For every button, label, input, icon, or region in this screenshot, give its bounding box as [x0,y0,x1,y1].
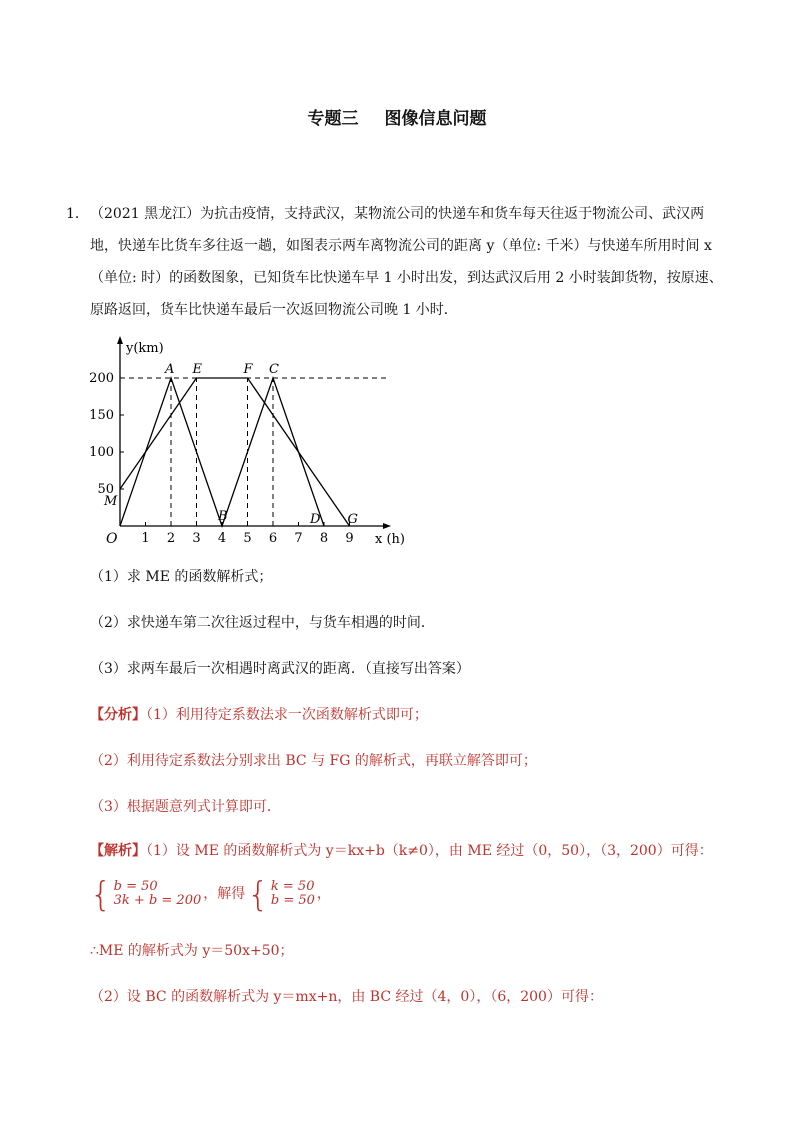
series-line-0 [120,378,324,526]
page-title [0,104,794,129]
system-2-eq-2: b = 50 [270,893,315,908]
sub-question-3: （3）求两车最后一次相遇时离武汉的距离．（直接写出答案） [90,661,470,677]
distance-time-chart [89,334,424,554]
left-brace-2: { [247,875,269,915]
point-label-B: B [218,509,228,524]
sub-question-2: （2）求快递车第二次往返过程中，与货车相遇的时间． [90,615,435,631]
system-2-eq-1: k = 50 [270,879,315,894]
point-label-M: M [104,494,118,509]
solution-label: 【解析】 [90,843,146,859]
system-1 [114,880,202,908]
x-tick-label-9: 9 [345,531,354,546]
x-tick-label-5: 5 [243,531,252,546]
solution-line-3: （2）设 BC 的函数解析式为 y＝mx+n，由 BC 经过（4，0），（6，200）可得： [90,989,603,1005]
x-axis-label: x (h) [375,532,405,547]
system-1-eq-2: 3k + b = 200 [113,893,202,908]
y-tick-label-200: 200 [89,371,114,386]
x-tick-label-4: 4 [217,531,227,546]
x-axis-arrow [383,523,391,529]
point-label-E: E [192,362,202,377]
y-tick-label-100: 100 [89,445,114,460]
title-part-1: 专题三 [307,109,359,129]
y-axis-label: y(km) [126,341,164,356]
system-2 [271,880,315,908]
y-axis-arrow [117,336,123,344]
point-label-D: D [310,512,321,527]
x-tick-label-3: 3 [192,531,201,546]
equation-system [90,875,333,915]
left-brace-1: { [90,875,112,915]
analysis-label: 【分析】 [90,707,146,723]
analysis-line-2: （2）利用待定系数法分别求出 BC 与 FG 的解析式，再联立解答即可； [90,753,537,769]
question-text: （2021 黑龙江）为抗击疫情，支持武汉，某物流公司的快递车和货车每天往返于物流公司、武汉两地，快递车比货车多往返一趟，如图表示两车离物流公司的距离 y（单位: 千米）与快递车所用时间 x（单位: 时）的函数图象，已知货车比快递车早 1 小时出发，到达武汉后用 2 小时装卸货物，按原速、原路返回，货车比快递车最后一次返回物流公司晚 1 小时． [90,206,723,318]
series-line-1 [120,378,350,526]
analysis-line-1 [90,704,428,724]
point-label-G: G [347,512,358,527]
analysis-text-1: （1）利用待定系数法求一次函数解析式即可； [146,707,428,723]
y-tick-label-50: 50 [97,482,114,497]
x-tick-label-2: 2 [166,531,176,546]
point-label-C: C [269,362,279,377]
origin-label: O [106,531,118,547]
title-part-2: 图像信息问题 [384,109,487,129]
x-tick-label-1: 1 [141,531,150,546]
question-1 [66,198,726,326]
x-tick-label-6: 6 [268,531,278,546]
x-tick-label-8: 8 [319,531,329,546]
solution-text-1: （1）设 ME 的函数解析式为 y＝kx+b（k≠0），由 ME 经过（0，50），（3，200）可得： [146,843,713,859]
point-label-A: A [165,362,175,377]
solution-line-2: ∴ME 的解析式为 y＝50x+50； [90,943,294,959]
solution-line-1 [90,840,713,860]
analysis-line-3: （3）根据题意列式计算即可． [90,799,281,815]
y-tick-label-150: 150 [89,408,114,423]
system-1-eq-1: b = 50 [113,879,158,894]
x-tick-label-7: 7 [294,531,303,546]
system-end: ， [316,886,331,902]
solve-word: ，解得 [203,886,246,902]
sub-question-1: （1）求 ME 的函数解析式； [90,569,273,585]
point-label-F: F [243,362,253,377]
question-number: 1． [66,206,89,222]
